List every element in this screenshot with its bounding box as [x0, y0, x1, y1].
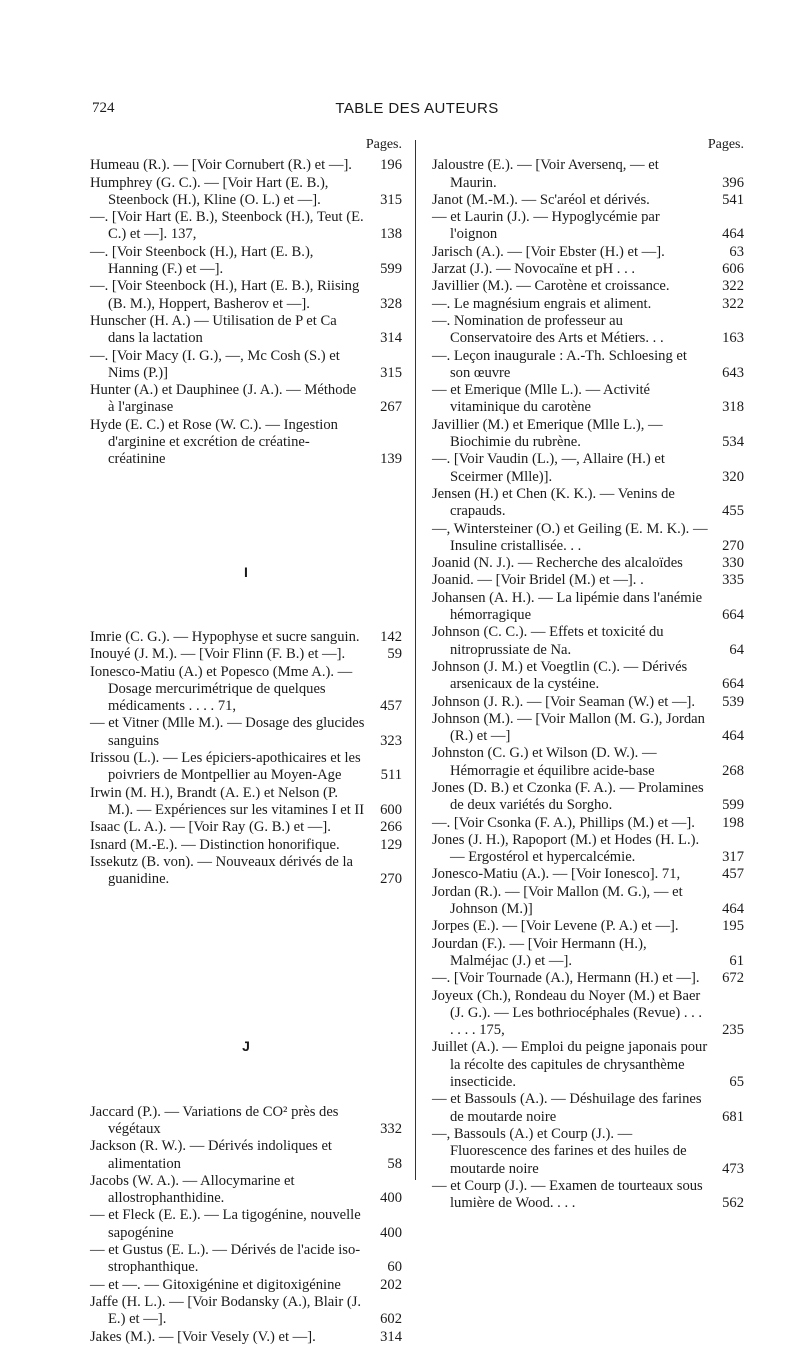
- index-entry: [432, 278, 744, 295]
- entry-page: 270: [380, 871, 402, 888]
- entry-page: 599: [722, 797, 744, 814]
- entry-text: Isnard (M.-E.). — Distinction honorifique.: [90, 836, 340, 853]
- index-entry: [432, 192, 744, 209]
- index-entry: [432, 918, 744, 935]
- entry-text: — et Vitner (Mlle M.). — Dosage des glucides sanguins: [90, 715, 365, 749]
- section-letter-i: I: [244, 563, 248, 580]
- entry-text: —. [Voir Steenbock (H.), Hart (E. B.), Hanning (F.) et —].: [90, 243, 314, 278]
- entry-text: Jordan (R.). — [Voir Mallon (M. G.), — et Johnson (M.)]: [432, 883, 683, 918]
- entry-page: 270: [722, 537, 744, 554]
- entry-text: Jarisch (A.). — [Voir Ebster (H.) et —].: [432, 243, 665, 260]
- entry-text: Johnson (J. R.). — [Voir Seaman (W.) et —].: [432, 693, 696, 710]
- index-entry: [432, 1039, 744, 1091]
- index-entry: [432, 521, 744, 556]
- entry-text: Javillier (M.) et Emerique (Mlle L.), — Biochimie du rubrène.: [432, 416, 663, 451]
- entry-text: —. Nomination de professeur au Conservatoire des Arts et Métiers. . .: [432, 312, 664, 347]
- left-column: [90, 136, 402, 1346]
- entry-text: Jourdan (F.). — [Voir Hermann (H.), Malméjac (J.) et —].: [432, 935, 647, 969]
- entry-text: Jacobs (W. A.). — Allocymarine et allostrophanthidine.: [90, 1172, 295, 1207]
- entry-text: Johnson (J. M.) et Voegtlin (C.). — Dérivés arsenicaux de la cystéine.: [432, 658, 688, 693]
- index-entry: [432, 988, 744, 1040]
- index-entry: [90, 1138, 402, 1173]
- entry-page: 318: [722, 399, 744, 416]
- entry-text: Jensen (H.) et Chen (K. K.). — Venins de crapauds.: [432, 485, 675, 520]
- entry-page: 129: [380, 836, 402, 853]
- index-entry: [432, 157, 744, 192]
- index-entry: [90, 646, 402, 663]
- entry-page: 322: [722, 295, 744, 312]
- entry-page: 464: [722, 901, 744, 918]
- entry-text: — et Emerique (Mlle L.). — Activité vitaminique du carotène: [432, 382, 651, 416]
- entry-page: 600: [380, 801, 402, 818]
- index-entry: [90, 785, 402, 820]
- index-entry: [90, 1277, 402, 1294]
- entry-page: 473: [722, 1160, 744, 1177]
- index-entry: [432, 296, 744, 313]
- index-entry: [90, 1242, 402, 1277]
- entry-page: 464: [722, 728, 744, 745]
- index-entry: [432, 348, 744, 383]
- entry-page: 314: [380, 1328, 402, 1345]
- entry-page: 58: [387, 1155, 402, 1172]
- entry-text: Jaloustre (E.). — [Voir Aversenq, — et Maurin.: [432, 157, 659, 191]
- entry-page: 539: [722, 693, 744, 710]
- entry-page: 455: [722, 503, 744, 520]
- entry-page: 606: [722, 261, 744, 278]
- entry-text: Joanid. — [Voir Bridel (M.) et —]. .: [432, 572, 644, 589]
- pages-heading: Pages.: [365, 137, 402, 152]
- entry-page: 60: [387, 1259, 402, 1276]
- entry-text: Jackson (R. W.). — Dérivés indoliques et alimentation: [90, 1138, 332, 1172]
- entry-page: 599: [380, 261, 402, 278]
- entry-text: Imrie (C. G.). — Hypophyse et sucre sanguin.: [90, 628, 360, 645]
- entry-page: 602: [380, 1311, 402, 1328]
- index-entry: [90, 244, 402, 279]
- index-entry: [432, 590, 744, 625]
- entry-page: 322: [722, 278, 744, 295]
- index-entry: [90, 313, 402, 348]
- entry-text: Jones (J. H.), Rapoport (M.) et Hodes (H. L.). — Ergostérol et hypercalcémie.: [432, 831, 700, 866]
- index-entry: [432, 555, 744, 572]
- entry-text: Janot (M.-M.). — Sc'aréol et dérivés.: [432, 191, 650, 208]
- entry-text: —. [Voir Steenbock (H.), Hart (E. B.), Riising (B. M.), Hoppert, Basherov et —].: [90, 278, 360, 312]
- entry-text: — et Fleck (E. E.). — La tigogénine, nouvelle sapogénine: [90, 1207, 361, 1241]
- entry-text: —. [Voir Tournade (A.), Hermann (H.) et —].: [432, 970, 700, 987]
- entry-text: Juillet (A.). — Emploi du peigne japonais pour la récolte des capitules de chrysanthème insecticide.: [432, 1039, 708, 1091]
- entry-page: 139: [380, 451, 402, 468]
- entry-page: 396: [722, 174, 744, 191]
- entry-page: 335: [722, 572, 744, 589]
- entry-text: Johansen (A. H.). — La lipémie dans l'anémie hémorragique: [432, 589, 703, 624]
- index-entry: [90, 837, 402, 854]
- entry-text: —. [Voir Hart (E. B.), Steenbock (H.), Teut (E. C.) et —]. 137,: [90, 209, 364, 243]
- index-entry: [432, 1178, 744, 1213]
- entry-page: 268: [722, 762, 744, 779]
- entry-page: 163: [722, 330, 744, 347]
- entry-text: Johnson (M.). — [Voir Mallon (M. G.), Jordan (R.) et —]: [432, 710, 705, 745]
- entry-page: 314: [380, 330, 402, 347]
- index-entry: [432, 694, 744, 711]
- entry-page: 400: [380, 1190, 402, 1207]
- entry-page: 681: [722, 1108, 744, 1125]
- entry-page: 457: [722, 866, 744, 883]
- entry-page: 315: [380, 364, 402, 381]
- index-entry: [432, 866, 744, 883]
- index-entry: [90, 417, 402, 469]
- entry-page: 59: [387, 646, 402, 663]
- entry-text: —, Bassouls (A.) et Courp (J.). — Fluorescence des farines et des huiles de moutarde noire: [432, 1125, 687, 1177]
- index-entry: [432, 486, 744, 521]
- entry-page: 196: [380, 157, 402, 174]
- index-entry: [90, 715, 402, 750]
- index-entry: [432, 936, 744, 971]
- entry-text: Jorpes (E.). — [Voir Levene (P. A.) et —].: [432, 918, 679, 935]
- entries-j-continued: [432, 157, 744, 1212]
- entry-text: Jaccard (P.). — Variations de CO² près des végétaux: [90, 1103, 339, 1137]
- entry-text: Jones (D. B.) et Czonka (F. A.). — Prolamines de deux variétés du Sorgho.: [432, 779, 704, 814]
- entry-text: —. [Voir Vaudin (L.), —, Allaire (H.) et Sceirmer (Mlle)].: [432, 451, 665, 485]
- entry-page: 534: [722, 434, 744, 451]
- entry-text: Hunscher (H. A.) — Utilisation de P et Ca dans la lactation: [90, 312, 337, 347]
- entry-text: Isaac (L. A.). — [Voir Ray (G. B.) et —].: [90, 819, 331, 836]
- index-entry: [432, 624, 744, 659]
- entry-text: Johnston (C. G.) et Wilson (D. W.). — Hémorragie et équilibre acide-base: [432, 745, 657, 779]
- entry-text: Humeau (R.). — [Voir Cornubert (R.) et —].: [90, 157, 352, 174]
- running-title: TABLE DES AUTEURS: [335, 100, 499, 117]
- entries-h: [90, 157, 402, 468]
- entry-text: —. Le magnésium engrais et aliment.: [432, 295, 652, 312]
- right-column: [432, 136, 744, 1212]
- entry-page: 266: [380, 819, 402, 836]
- entry-text: Jakes (M.). — [Voir Vesely (V.) et —].: [90, 1328, 316, 1345]
- entry-page: 267: [380, 399, 402, 416]
- index-entry: [432, 815, 744, 832]
- entry-page: 664: [722, 607, 744, 624]
- entry-text: —. [Voir Macy (I. G.), —, Mc Cosh (S.) et Nims (P.)]: [90, 347, 340, 381]
- entry-text: — et Laurin (J.). — Hypoglycémie par l'oignon: [432, 209, 660, 243]
- index-entry: [432, 261, 744, 278]
- index-entry: [432, 417, 744, 452]
- entry-text: Irwin (M. H.), Brandt (A. E.) et Nelson (P. M.). — Expériences sur les vitamines I et II: [90, 784, 365, 818]
- index-entry: [432, 711, 744, 746]
- index-entry: [90, 629, 402, 646]
- entry-text: —, Wintersteiner (O.) et Geiling (E. M. K.). — Insuline cristallisée. . .: [432, 520, 708, 554]
- entry-page: 464: [722, 226, 744, 243]
- index-entry: [432, 1091, 744, 1126]
- entry-page: 643: [722, 364, 744, 381]
- index-entry: [432, 780, 744, 815]
- section-letter-j: J: [242, 1038, 250, 1055]
- index-entry: [432, 209, 744, 244]
- entry-page: 457: [380, 698, 402, 715]
- index-entry: [432, 832, 744, 867]
- index-entry: [90, 209, 402, 244]
- entry-text: —. [Voir Csonka (F. A.), Phillips (M.) et —].: [432, 814, 695, 831]
- entry-text: Joyeux (Ch.), Rondeau du Noyer (M.) et Baer (J. G.). — Les bothriocéphales (Revue) . . . . . . . 175,: [432, 987, 703, 1039]
- index-entry: [432, 382, 744, 417]
- entry-text: Irissou (L.). — Les épiciers-apothicaires et les poivriers de Montpellier au Moyen-Age: [90, 750, 361, 784]
- entry-page: 142: [380, 628, 402, 645]
- entry-text: —. Leçon inaugurale : A.-Th. Schloesing et son œuvre: [432, 347, 687, 381]
- page-number: 724: [92, 100, 115, 116]
- column-divider: [415, 140, 416, 1180]
- pages-heading-right: Pages.: [707, 137, 744, 152]
- index-entry: [90, 664, 402, 716]
- entry-text: — et —. — Gitoxigénine et digitoxigénine: [90, 1276, 341, 1293]
- index-entry: [90, 348, 402, 383]
- entry-text: Javillier (M.). — Carotène et croissance.: [432, 278, 670, 295]
- index-entry: [90, 1173, 402, 1208]
- entry-text: Ionesco-Matiu (A.) et Popesco (Mme A.). — Dosage mercurimétrique de quelques médicaments . . . . 71,: [90, 663, 353, 715]
- entry-page: 672: [722, 970, 744, 987]
- index-entry: [90, 750, 402, 785]
- entry-page: 202: [380, 1276, 402, 1293]
- entry-text: Jonesco-Matiu (A.). — [Voir Ionesco]. 71,: [432, 866, 681, 883]
- entry-page: 64: [729, 641, 744, 658]
- index-entry: [432, 451, 744, 486]
- index-entry: [432, 970, 744, 987]
- entry-page: 330: [722, 555, 744, 572]
- entry-page: 198: [722, 814, 744, 831]
- index-entry: [90, 157, 402, 174]
- index-entry: [90, 278, 402, 313]
- index-entry: [90, 1294, 402, 1329]
- entry-text: Jaffe (H. L.). — [Voir Bodansky (A.), Blair (J. E.) et —].: [90, 1293, 362, 1328]
- index-entry: [432, 313, 744, 348]
- entry-text: Johnson (C. C.). — Effets et toxicité du nitroprussiate de Na.: [432, 624, 664, 658]
- entry-text: — et Gustus (E. L.). — Dérivés de l'acide iso-strophanthique.: [90, 1242, 361, 1276]
- index-entry: [90, 175, 402, 210]
- index-entry: [90, 382, 402, 417]
- index-entry: [90, 854, 402, 889]
- entry-page: 541: [722, 191, 744, 208]
- index-entry: [432, 745, 744, 780]
- entry-text: — et Bassouls (A.). — Déshuilage des farines de moutarde noire: [432, 1091, 702, 1125]
- entry-page: 138: [380, 226, 402, 243]
- index-entry: [432, 659, 744, 694]
- index-entry: [432, 884, 744, 919]
- entry-page: 664: [722, 676, 744, 693]
- entry-page: 317: [722, 849, 744, 866]
- entry-page: 315: [380, 191, 402, 208]
- entry-page: 235: [722, 1022, 744, 1039]
- entry-page: 562: [722, 1195, 744, 1212]
- page-header: [92, 100, 742, 122]
- entry-text: Inouyé (J. M.). — [Voir Flinn (F. B.) et —].: [90, 646, 346, 663]
- entry-text: Joanid (N. J.). — Recherche des alcaloïdes: [432, 555, 683, 572]
- entry-page: 323: [380, 732, 402, 749]
- entry-text: — et Courp (J.). — Examen de tourteaux sous lumière de Wood. . . .: [432, 1177, 703, 1212]
- entry-text: Issekutz (B. von). — Nouveaux dérivés de la guanidine.: [90, 853, 354, 888]
- entry-text: Jarzat (J.). — Novocaïne et pH . . .: [432, 261, 636, 278]
- entry-page: 511: [380, 767, 402, 784]
- entry-page: 400: [380, 1224, 402, 1241]
- entry-text: Hunter (A.) et Dauphinee (J. A.). — Méthode à l'arginase: [90, 382, 357, 416]
- index-entry: [432, 1126, 744, 1178]
- entry-page: 63: [729, 243, 744, 260]
- index-entry: [432, 572, 744, 589]
- entry-page: 61: [729, 952, 744, 969]
- entries-i: [90, 629, 402, 888]
- index-entry: [432, 244, 744, 261]
- entry-text: Hyde (E. C.) et Rose (W. C.). — Ingestion d'arginine et excrétion de créatine-créatinine: [90, 416, 338, 468]
- entry-text: Humphrey (G. C.). — [Voir Hart (E. B.), Steenbock (H.), Kline (O. L.) et —].: [90, 174, 329, 208]
- entry-page: 332: [380, 1120, 402, 1137]
- index-entry: [90, 1329, 402, 1346]
- entries-j: [90, 1104, 402, 1346]
- entry-page: 328: [380, 295, 402, 312]
- index-entry: [90, 819, 402, 836]
- index-entry: [90, 1104, 402, 1139]
- index-entry: [90, 1207, 402, 1242]
- entry-page: 195: [722, 918, 744, 935]
- entry-page: 65: [729, 1074, 744, 1091]
- entry-page: 320: [722, 468, 744, 485]
